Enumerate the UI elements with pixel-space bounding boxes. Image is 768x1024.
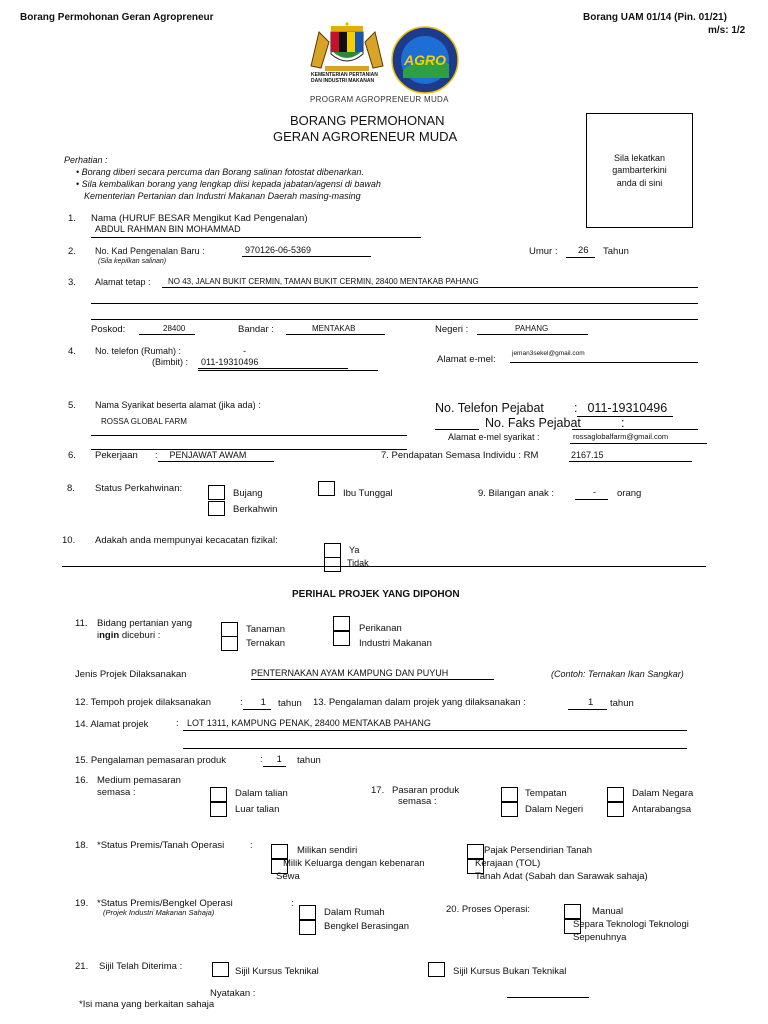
q4-email-value[interactable]: jeman3sekel@gmail.com <box>512 350 585 357</box>
q3-state-value[interactable]: PAHANG <box>477 325 588 333</box>
q11-perikanan-label: Perikanan <box>359 623 402 634</box>
q6-number: 6. <box>68 450 76 461</box>
q18-colon: : <box>250 840 253 851</box>
q8-bujang-checkbox[interactable] <box>208 485 225 500</box>
q14-label: 14. Alamat projek <box>75 719 149 730</box>
q4-mobile-label: (Bimbit) : <box>152 357 188 367</box>
q9-children-value[interactable]: - <box>575 488 608 498</box>
q16-dalam-talian-label: Dalam talian <box>235 788 288 799</box>
q18-sewa-label: Sewa <box>276 871 300 882</box>
q19-dalam-rumah-label: Dalam Rumah <box>324 907 385 918</box>
q1-label: Nama (HURUF BESAR Mengikut Kad Pengenalan) <box>91 213 308 224</box>
q7-label: 7. Pendapatan Semasa Individu : RM <box>381 450 539 461</box>
q18-tanah-adat-label: Tanah Adat (Sabah dan Sarawak sahaja) <box>475 871 648 882</box>
q16-number: 16. <box>75 775 89 786</box>
q21-label: Sijil Telah Diterima : <box>99 961 183 972</box>
q10-label: Adakah anda mempunyai kecacatan fizikal: <box>95 535 278 546</box>
q13-suffix: tahun <box>610 698 634 709</box>
project-type-value[interactable]: PENTERNAKAN AYAM KAMPUNG DAN PUYUH <box>251 669 494 678</box>
q16-luar-talian-checkbox[interactable] <box>210 802 227 817</box>
q18-milikan-sendiri-checkbox[interactable] <box>271 844 288 859</box>
note-1: • Borang diberi secara percuma dan Borang salinan fotostat dibenarkan. <box>76 167 364 177</box>
q3-address-value[interactable]: NO 43, JALAN BUKIT CERMIN, TAMAN BUKIT CERMIN, 28400 MENTAKAB PAHANG <box>168 277 479 286</box>
q3-line-2 <box>91 303 698 304</box>
q5-email-line <box>570 443 707 444</box>
q10-tidak-checkbox[interactable] <box>324 557 341 572</box>
note-3: Kementerian Pertanian dan Industri Makanan Daerah masing-masing <box>84 191 361 201</box>
q14-colon: : <box>176 718 179 729</box>
q19-number: 19. <box>75 898 89 909</box>
q2-label: No. Kad Pengenalan Baru : <box>95 246 205 256</box>
section2-title: PERIHAL PROJEK YANG DIPOHON <box>292 589 460 600</box>
q2-number: 2. <box>68 246 76 257</box>
q13-value[interactable]: 1 <box>568 698 607 708</box>
q8-number: 8. <box>67 483 75 494</box>
q18-milikan-sendiri-label: Milikan sendiri <box>297 845 358 856</box>
q3-state-label: Negeri : <box>435 324 469 335</box>
q18-pajak-label: Pajak Persendirian Tanah <box>484 845 593 856</box>
q17-antarabangsa-checkbox[interactable] <box>607 802 624 817</box>
q14-line-2 <box>183 748 687 749</box>
q2-age-label: Umur : <box>529 246 558 257</box>
q20-separa-label: Separa Teknologi Teknologi <box>573 919 689 930</box>
q20-sepenuhnya-label: Sepenuhnya <box>573 932 627 943</box>
q17-tempatan-checkbox[interactable] <box>501 787 518 802</box>
q5-label: Nama Syarikat beserta alamat (jika ada) : <box>95 400 261 410</box>
header-form-name: Borang Permohonan Geran Agropreneur <box>20 12 214 23</box>
q14-address-value[interactable]: LOT 1311, KAMPUNG PENAK, 28400 MENTAKAB PAHANG <box>187 718 431 728</box>
q12-label: 12. Tempoh projek dilaksanakan <box>75 697 212 708</box>
q4-email-label: Alamat e-mel: <box>437 354 496 365</box>
q11-industri-makanan-label: Industri Makanan <box>359 638 432 649</box>
q18-label: *Status Premis/Tanah Operasi <box>97 840 225 851</box>
q3-city-label: Bandar : <box>238 324 274 335</box>
q13-label: 13. Pengalaman dalam projek yang dilaksanakan : <box>313 697 526 708</box>
q17-antarabangsa-label: Antarabangsa <box>632 804 692 815</box>
agro-logo <box>391 26 459 94</box>
q6-occupation-value[interactable]: : PENJAWAT AWAM <box>155 451 274 460</box>
q17-dalam-negara-label: Dalam Negara <box>632 788 694 799</box>
q16-label-line2: semasa : <box>97 787 136 798</box>
form-title-line1: BORANG PERMOHONAN <box>290 113 445 128</box>
q18-tol-label: Kerajaan (TOL) <box>475 858 541 869</box>
program-name: PROGRAM AGROPRENEUR MUDA <box>310 95 449 104</box>
q8-bujang-label: Bujang <box>233 488 263 499</box>
q10-number: 10. <box>62 535 76 546</box>
q17-dalam-negeri-checkbox[interactable] <box>501 802 518 817</box>
q19-colon: : <box>291 898 294 909</box>
q21-specify-line <box>507 997 589 998</box>
q15-label: 15. Pengalaman pemasaran produk <box>75 755 227 766</box>
q5-office-phone-label: No. Telefon Pejabat <box>435 401 544 415</box>
q12-suffix: tahun <box>278 698 302 709</box>
q3-postcode-value[interactable]: 28400 <box>139 325 195 333</box>
q2-ic-value[interactable]: 970126-06-5369 <box>242 246 371 255</box>
q2-age-unit: Tahun <box>603 246 629 257</box>
project-type-label: Jenis Projek Dilaksanakan <box>75 669 187 680</box>
q17-number: 17. <box>371 785 385 796</box>
header-form-code: Borang UAM 01/14 (Pin. 01/21) <box>583 12 727 23</box>
photo-instruction-line2: gambarterkini <box>612 165 667 176</box>
q18-number: 18. <box>75 840 89 851</box>
q21-teknikal-checkbox[interactable] <box>212 962 229 977</box>
q11-tanaman-checkbox[interactable] <box>221 622 238 637</box>
q17-tempatan-label: Tempatan <box>525 788 567 799</box>
q15-suffix: tahun <box>297 755 321 766</box>
q10-ya-checkbox[interactable] <box>324 543 341 558</box>
q5-fax-pre-line <box>435 429 479 430</box>
q11-tanaman-label: Tanaman <box>246 624 286 635</box>
photo-placeholder-box[interactable] <box>586 113 693 228</box>
q9-suffix: orang <box>617 488 642 499</box>
q3-line-1 <box>162 287 698 288</box>
q8-ibu-tunggal-label: Ibu Tunggal <box>343 488 393 499</box>
q6-label: Pekerjaan <box>95 450 138 461</box>
photo-instruction-line3: anda di sini <box>616 177 663 188</box>
q3-line-3 <box>91 319 698 320</box>
q5-company-value[interactable]: ROSSA GLOBAL FARM <box>101 417 187 426</box>
q4-email-line <box>510 362 698 363</box>
q4-number: 4. <box>68 346 76 357</box>
q3-postcode-label: Poskod: <box>91 324 126 335</box>
q11-label-line2: ingin diceburi : <box>97 630 161 641</box>
section-divider <box>62 566 706 567</box>
q19-dalam-rumah-checkbox[interactable] <box>299 905 316 920</box>
q4-home-value[interactable]: - <box>243 346 246 356</box>
q11-ternakan-checkbox[interactable] <box>221 636 238 651</box>
q20-manual-checkbox[interactable] <box>564 904 581 919</box>
q19-note: (Projek Industri Makanan Sahaja) <box>103 908 215 917</box>
q21-bukan-teknikal-label: Sijil Kursus Bukan Teknikal <box>453 966 567 977</box>
q9-label: 9. Bilangan anak : <box>478 488 555 499</box>
q16-dalam-talian-checkbox[interactable] <box>210 787 227 802</box>
q2-age-value[interactable]: 26 <box>566 246 595 256</box>
q4-line <box>198 370 378 371</box>
q10-tidak-label: Tidak <box>347 558 369 568</box>
q20-label: 20. Proses Operasi: <box>446 904 530 915</box>
q18-pajak-checkbox[interactable] <box>467 844 484 859</box>
q1-name-value[interactable]: ABDUL RAHMAN BIN MOHAMMAD <box>95 224 241 234</box>
q15-value[interactable]: : 1 <box>260 755 286 765</box>
q11-perikanan-checkbox[interactable] <box>333 616 350 631</box>
ministry-crest-logo <box>307 22 387 90</box>
q17-dalam-negara-checkbox[interactable] <box>607 787 624 802</box>
q19-bengkel-label: Bengkel Berasingan <box>324 921 410 932</box>
q5-fax-line <box>572 429 698 430</box>
footer-note: *Isi mana yang berkaitan sahaja <box>79 999 215 1010</box>
q21-specify-label: Nyatakan : <box>210 988 256 999</box>
form-title-line2: GERAN AGRORENEUR MUDA <box>273 129 458 144</box>
q5-company-email-label: Alamat e-mel syarikat : <box>448 432 540 442</box>
q5-number: 5. <box>68 400 76 411</box>
header-page-number: m/s: 1/2 <box>708 25 746 36</box>
q17-dalam-negeri-label: Dalam Negeri <box>525 804 584 815</box>
project-type-example: (Contoh: Ternakan Ikan Sangkar) <box>551 669 684 679</box>
q8-ibu-tunggal-checkbox[interactable] <box>318 481 335 496</box>
q11-ternakan-label: Ternakan <box>246 638 286 649</box>
q21-teknikal-label: Sijil Kursus Teknikal <box>235 966 319 977</box>
q14-line-1 <box>183 730 687 731</box>
q20-manual-label: Manual <box>592 906 624 917</box>
q11-number: 11. <box>75 618 88 629</box>
q16-label-line1: Medium pemasaran <box>97 775 181 786</box>
ministry-name-line2: DAN INDUSTRI MAKANAN <box>311 78 375 84</box>
ministry-name-line1: KEMENTERIAN PERTANIAN <box>311 72 378 78</box>
q4-home-label: No. telefon (Rumah) : <box>95 346 182 356</box>
q21-number: 21. <box>75 961 89 972</box>
q5-fax-label: No. Faks Pejabat <box>485 416 581 430</box>
q3-label: Alamat tetap : <box>95 277 151 287</box>
notes-label: Perhatian : <box>64 155 108 165</box>
q12-value[interactable]: : 1 <box>240 698 271 708</box>
q19-label: *Status Premis/Bengkel Operasi <box>97 898 233 909</box>
q8-label: Status Perkahwinan: <box>95 483 183 494</box>
q5-line-1 <box>91 435 407 436</box>
q8-berkahwin-checkbox[interactable] <box>208 501 225 516</box>
q17-label-line1: Pasaran produk <box>392 785 460 796</box>
q10-ya-label: Ya <box>349 545 360 555</box>
q4-mobile-value[interactable]: 011-19310496 <box>198 358 348 367</box>
q11-industri-makanan-checkbox[interactable] <box>333 631 350 646</box>
q1-underline <box>91 237 421 238</box>
q1-number: 1. <box>68 213 76 224</box>
q5-office-phone-value[interactable]: : 011-19310496 <box>574 402 673 415</box>
q5-company-email-value[interactable]: rossaglobalfarm@gmail.com <box>573 432 669 441</box>
q8-berkahwin-label: Berkahwin <box>233 504 278 515</box>
q16-luar-talian-label: Luar talian <box>235 804 280 815</box>
q17-label-line2: semasa : <box>398 796 437 807</box>
q3-city-value[interactable]: MENTAKAB <box>286 325 385 333</box>
q7-income-value[interactable]: 2167.15 <box>569 451 692 460</box>
q11-label-line1: Bidang pertanian yang <box>97 618 193 629</box>
photo-instruction-line1: Sila lekatkan <box>613 153 666 164</box>
q18-milik-keluarga-label: Milik Keluarga dengan kebenaran <box>283 858 425 869</box>
note-2: • Sila kembalikan borang yang lengkap diisi kepada jabatan/agensi di bawah <box>76 179 381 189</box>
q2-note: (Sila kepilkan salinan) <box>98 258 167 265</box>
agro-logo-text: AGRO <box>404 52 446 68</box>
q21-bukan-teknikal-checkbox[interactable] <box>428 962 445 977</box>
q19-bengkel-checkbox[interactable] <box>299 920 316 935</box>
q3-number: 3. <box>68 277 76 288</box>
q5-fax-value[interactable]: : <box>621 416 625 430</box>
